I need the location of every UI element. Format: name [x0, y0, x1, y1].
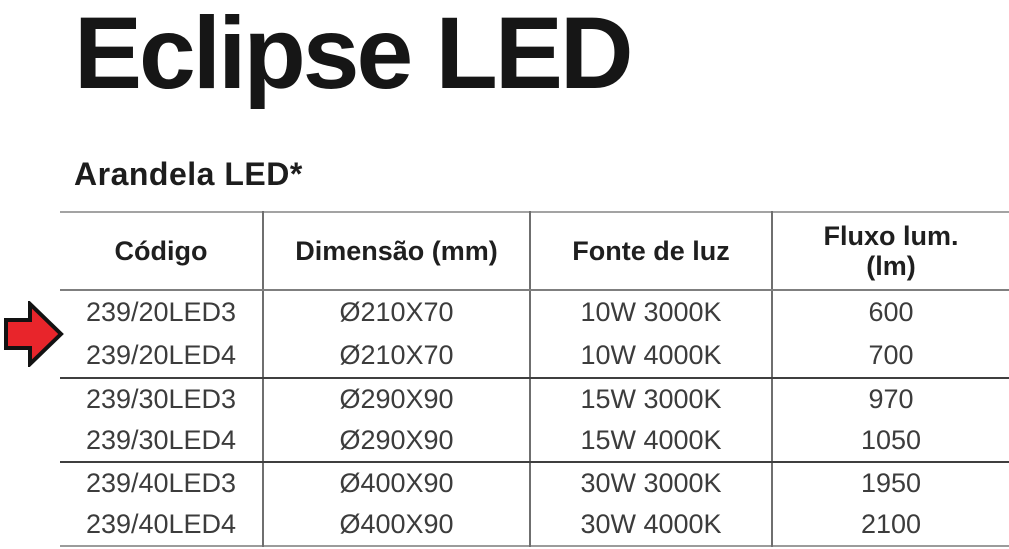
- section-subtitle: Arandela LED*: [74, 156, 303, 192]
- table-row: [60, 378, 1009, 420]
- dimensao-cell: Ø210X70: [263, 290, 530, 334]
- codigo-cell: 239/30LED4: [60, 420, 263, 462]
- fluxo-cell: 1950: [772, 462, 1009, 504]
- page-title: Eclipse LED: [74, 0, 631, 110]
- codigo-cell: 239/40LED3: [85, 468, 237, 498]
- product-spec-table: [60, 211, 1009, 547]
- column-header-fluxo-lum: Fluxo lum. (lm): [772, 212, 1009, 290]
- dimensao-cell: Ø400X90: [263, 504, 530, 546]
- fluxo-cell: 1050: [772, 420, 1009, 462]
- column-header-dimensao: Dimensão (mm): [263, 212, 530, 290]
- table-header-row: [60, 212, 1009, 290]
- codigo-cell: 239/30LED3: [85, 384, 237, 414]
- red-arrow-icon: [4, 301, 64, 367]
- codigo-cell: 239/20LED4: [60, 334, 263, 378]
- fluxo-cell: 2100: [772, 504, 1009, 546]
- dimensao-cell: Ø210X70: [263, 334, 530, 378]
- dimensao-cell: Ø290X90: [263, 420, 530, 462]
- fonte-cell: 15W 4000K: [530, 420, 772, 462]
- dimensao-cell: Ø290X90: [263, 378, 530, 420]
- fonte-cell: 30W 3000K: [530, 462, 772, 504]
- column-header-fonte-de-luz: Fonte de luz: [530, 212, 772, 290]
- fonte-cell: 15W 3000K: [530, 378, 772, 420]
- table-row: [60, 290, 1009, 334]
- fluxo-cell: 700: [772, 334, 1009, 378]
- table-row: [60, 334, 1009, 378]
- table-row: [60, 504, 1009, 546]
- table-row: [60, 462, 1009, 504]
- dimensao-cell: Ø400X90: [263, 462, 530, 504]
- fluxo-cell: 970: [772, 378, 1009, 420]
- fonte-cell: 10W 3000K: [530, 290, 772, 334]
- column-header-codigo: Código: [60, 212, 263, 290]
- fonte-cell: 30W 4000K: [530, 504, 772, 546]
- codigo-cell: 239/40LED4: [85, 509, 237, 539]
- table-row: [60, 420, 1009, 462]
- codigo-cell: 239/20LED3: [85, 297, 237, 327]
- fonte-cell: 10W 4000K: [530, 334, 772, 378]
- fluxo-cell: 600: [772, 290, 1009, 334]
- red-arrow-shape: [6, 304, 61, 364]
